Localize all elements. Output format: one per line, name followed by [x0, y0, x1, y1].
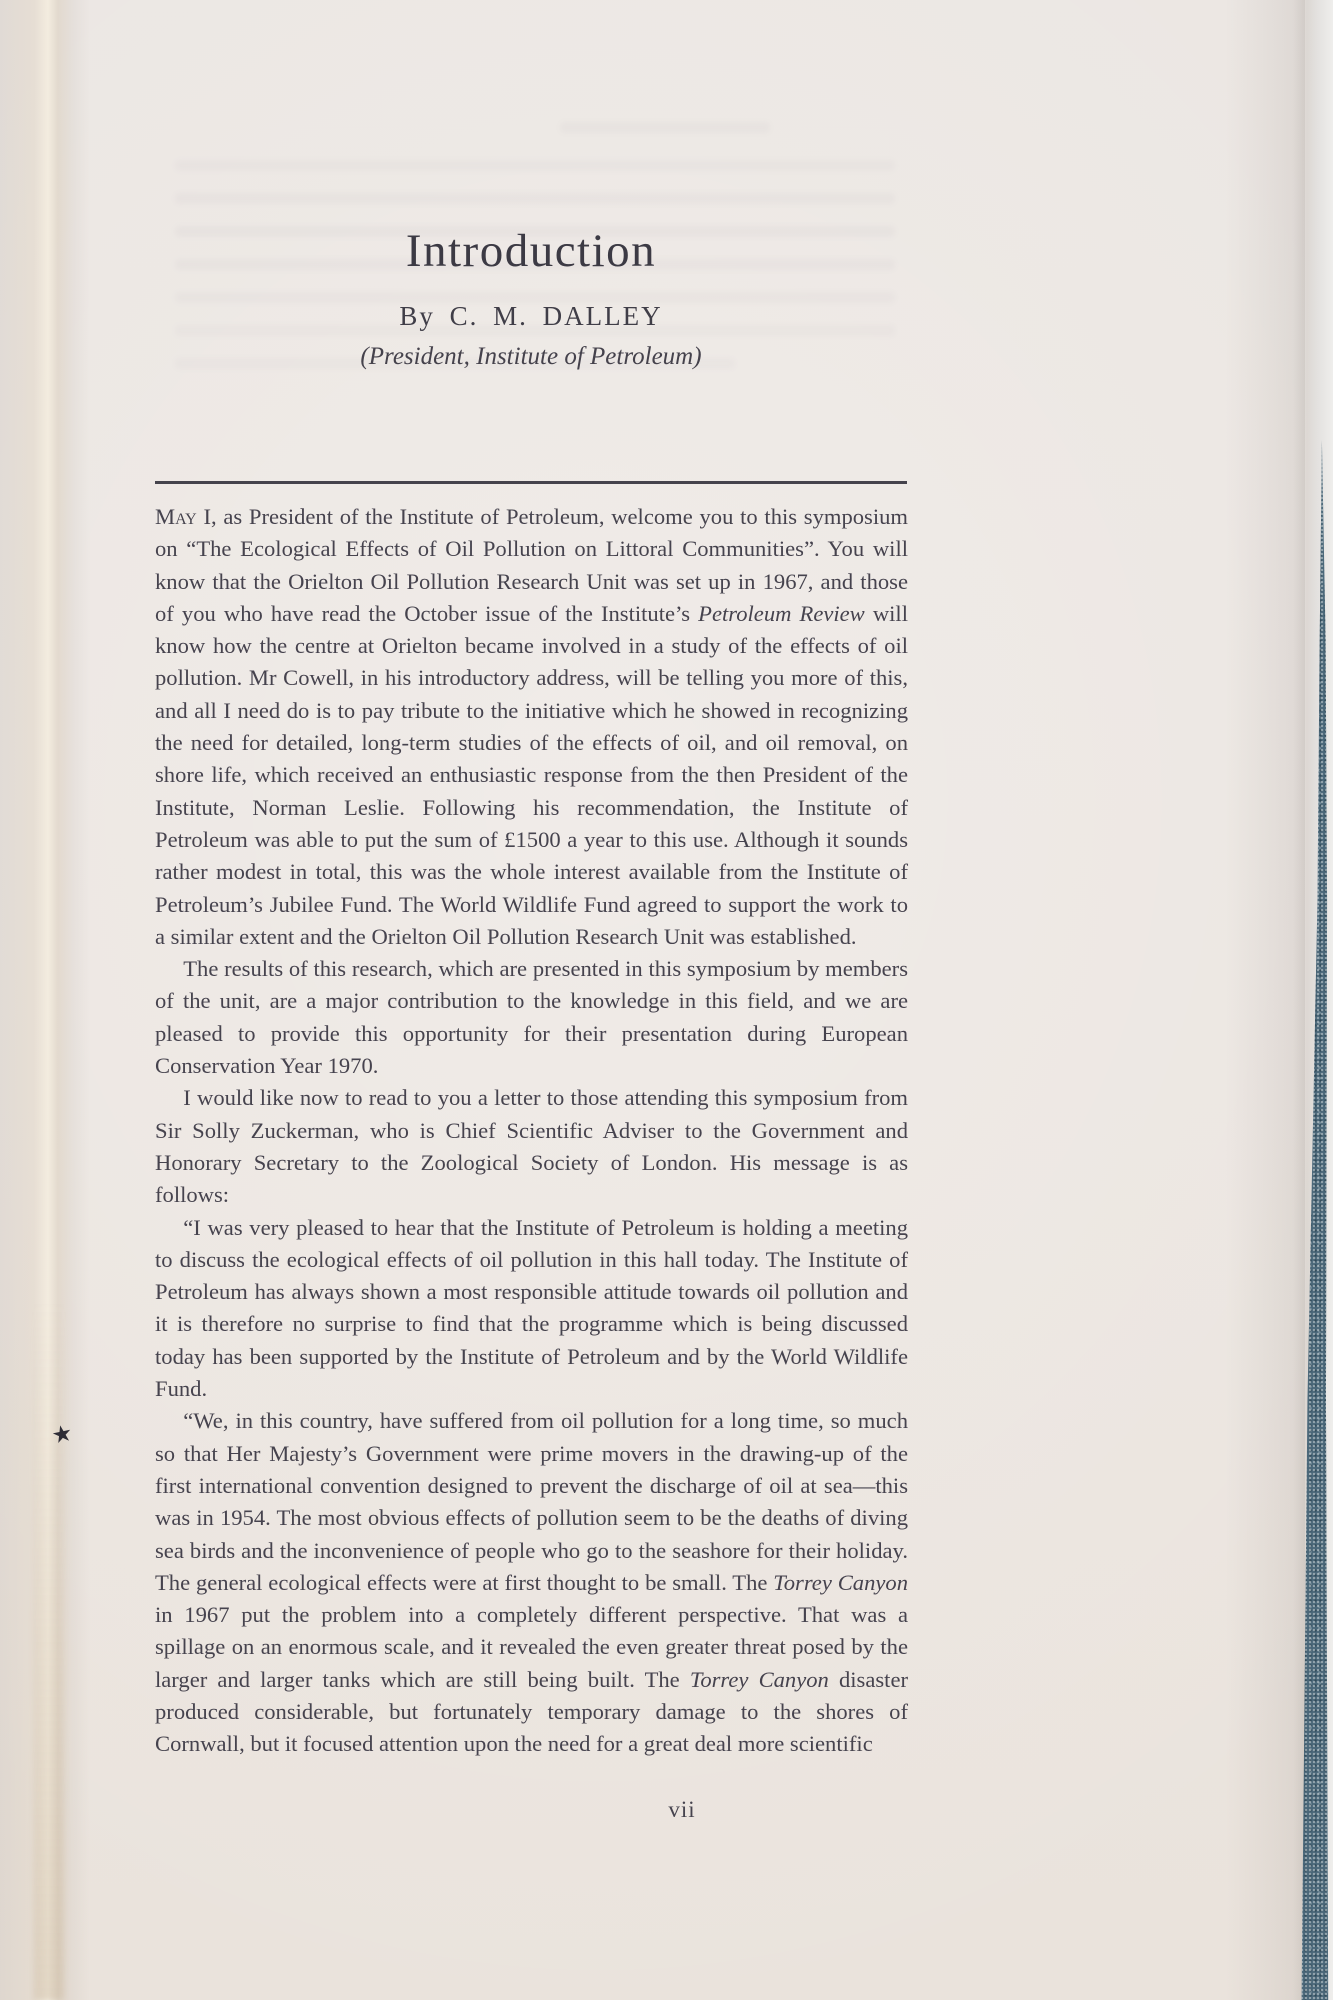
paragraph-2: The results of this research, which are presented in this symposium by members of the unit, are a major contribution to the knowledge in this field, and we are pleased to provide this opportunity for their presentation during European Conservation Year 1970.: [155, 956, 908, 1079]
paragraph-5: “We, in this country, have suffered from oil pollution for a long time, so much so that Her Majesty’s Government were prime movers in the drawing-up of the first international convention designed to prevent the discharge of oil at sea—this was in 1954. The most obvious effects of pollution seem to be the deaths of diving sea birds and the inconvenience of people who go to the seashore for their holiday. The general ecological effects were at first thought to be small. The Torrey Canyon in 1967 put the problem into a completely different perspective. That was a spillage on an enormous scale, and it revealed the even greater threat posed by the larger and larger tanks which are still being built. The Torrey Canyon disaster produced considerable, but fortunately temporary damage to the shores of Cornwall, but it focused attention upon the need for a great deal more scientific: [155, 1408, 909, 1757]
body-text: [155, 501, 908, 1761]
gutter-crease: [0, 0, 90, 2000]
byline: By C. M. DALLEY: [399, 301, 663, 331]
page-number: vii: [668, 1797, 696, 1822]
paragraph-1: May I, as President of the Institute of Petroleum, welcome you to this symposium on “The Ecological Effects of Oil Pollution on Littoral Communities”. You will know that the Orielton Oil Pollution Research Unit was set up in 1967, and those of you who have read the October issue of the Institute’s Petroleum Review will know how the centre at Orielton became involved in a study of the effects of oil pollution. Mr Cowell, in his introductory address, will be telling you more of this, and all I need do is to pay tribute to the initiative which he showed in recognizing the need for detailed, long-term studies of the effects of oil, and oil removal, on shore life, which received an enthusiastic response from the then President of the Institute, Norman Leslie. Following his recommendation, the Institute of Petroleum was able to put the sum of £1500 a year to this use. Although it sounds rather modest in total, this was the whole interest available from the Institute of Petroleum’s Jubilee Fund. The World Wildlife Fund agreed to support the work to a similar extent and the Orielton Oil Pollution Research Unit was established.: [155, 504, 908, 949]
margin-star-icon: [48, 1420, 76, 1448]
page-title: Introduction: [405, 225, 657, 277]
affiliation: (President, Institute of Petroleum): [360, 343, 702, 370]
paragraph-4: “I was very pleased to hear that the Institute of Petroleum is holding a meeting to discuss the ecological effects of oil pollution in this hall today. The Institute of Petroleum has always shown a most responsible attitude towards oil pollution and it is therefore no surprise to find that the programme which is being discussed today has been supported by the Institute of Petroleum and by the World Wildlife Fund.: [155, 1214, 908, 1402]
heading-rule: [155, 481, 907, 484]
gutter-crease-shadow: [34, 1300, 64, 2000]
paragraph-3: I would like now to read to you a letter to those attending this symposium from Sir Solly Zuckerman, who is Chief Scientific Adviser to the Government and Honorary Secretary to the Zoological Society of London. His message is as follows:: [155, 1085, 908, 1208]
